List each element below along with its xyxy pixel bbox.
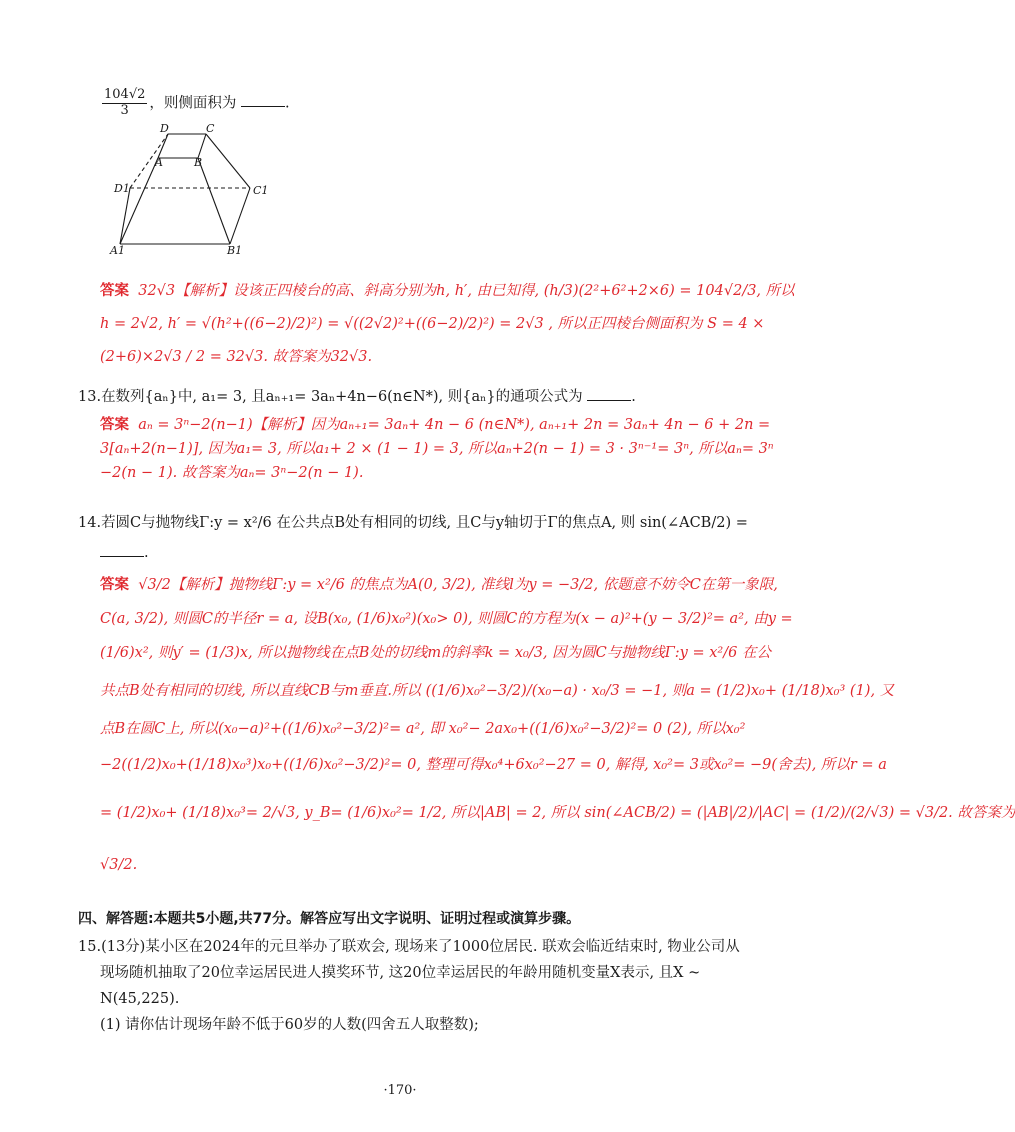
q14-blank: .	[100, 546, 149, 561]
q12-answer-line3: (2+6)×2√3 / 2 = 32√3. 故答案为32√3.	[100, 349, 373, 365]
frustum-figure	[100, 120, 290, 260]
q14-answer-line6: −2((1/2)x₀+(1/18)x₀³)x₀+((1/6)x₀²−3/2)²= 0, 整理可得x₀⁴+6x₀²−27 = 0, 解得, x₀²= 3或x₀²= −9(舍去), 所以r = a	[100, 757, 887, 773]
answer-blank	[100, 556, 144, 557]
label-D1: D1	[114, 182, 130, 195]
q13-answer-line1: 答案 aₙ = 3ⁿ−2(n−1)【解析】因为aₙ₊₁= 3aₙ+ 4n − 6 (n∈N*), aₙ₊₁+ 2n = 3aₙ+ 4n − 6 + 2n =	[100, 416, 771, 433]
q14-answer-line3: (1/6)x², 则y′ = (1/3)x, 所以抛物线在点B处的切线m的斜率k = x₀/3, 因为圆C与抛物线Γ:y = x²/6 在公	[100, 645, 771, 661]
label-A1: A1	[110, 244, 125, 257]
label-B: B	[194, 156, 203, 169]
q14-answer-line7: = (1/2)x₀+ (1/18)x₀³= 2/√3, y_B= (1/6)x₀²= 1/2, 所以|AB| = 2, 所以 sin(∠ACB/2) = (|AB|/2)/|AC| = (1/2)/(2/√3) = √3/2. 故答案为	[100, 805, 1015, 821]
top-line: $\frac{104√2}{3}$ ，则侧面积为 .	[104, 87, 290, 118]
q13-answer-line3: −2(n − 1). 故答案为aₙ= 3ⁿ−2(n − 1).	[100, 465, 364, 481]
q14-answer-line2: C(a, 3/2), 则圆C的半径r = a, 设B(x₀, (1/6)x₀²)(x₀> 0), 则圆C的方程为(x − a)²+(y − 3/2)²= a², 由y =	[100, 611, 793, 627]
q14-answer-line1: 答案 √3/2【解析】抛物线Γ:y = x²/6 的焦点为A(0, 3/2), 准线l为y = −3/2, 依题意不妨令C在第一象限,	[100, 576, 778, 593]
label-B1: B1	[227, 244, 243, 257]
q15-sub1: (1) 请你估计现场年龄不低于60岁的人数(四舍五人取整数);	[100, 1017, 479, 1033]
section-heading: 四、解答题:本题共5小题,共77分。解答应写出文字说明、证明过程或演算步骤。	[78, 911, 581, 927]
q12-answer-line1: 答案 32√3【解析】设该正四棱台的高、斜高分别为h, h′, 由已知得, (h/3)(2²+6²+2×6) = 104√2/3, 所以	[100, 282, 795, 299]
q14-answer-line4: 共点B处有相同的切线, 所以直线CB与m垂直.所以 ((1/6)x₀²−3/2)/(x₀−a) · x₀/3 = −1, 则a = (1/2)x₀+ (1/18)x₀³ (1), 又	[100, 683, 895, 699]
answer-blank	[241, 106, 285, 107]
q12-answer-line2: h = 2√2, h′ = √(h²+((6−2)/2)²) = √((2√2)²+((6−2)/2)²) = 2√3 , 所以正四棱台侧面积为 S = 4 ×	[100, 316, 765, 332]
q13-stem: 13.在数列{aₙ}中, a₁= 3, 且aₙ₊₁= 3aₙ+4n−6(n∈N*), 则{aₙ}的通项公式为 .	[78, 389, 636, 405]
page-number: ·170·	[383, 1083, 417, 1098]
q15-line1: 15.(13分)某小区在2024年的元旦举办了联欢会, 现场来了1000位居民. 联欢会临近结束时, 物业公司从	[78, 939, 740, 955]
q13-answer-line2: 3[aₙ+2(n−1)], 因为a₁= 3, 所以a₁+ 2 × (1 − 1) = 3, 所以aₙ+2(n − 1) = 3 · 3ⁿ⁻¹= 3ⁿ, 所以aₙ= 3ⁿ	[100, 441, 774, 457]
label-A: A	[155, 156, 163, 169]
fraction: $\frac{104√2}{3}$	[104, 87, 146, 118]
q15-line2: 现场随机抽取了20位幸运居民进人摸奖环节, 这20位幸运居民的年龄用随机变量X表示, 且X ~	[100, 965, 701, 981]
q14-answer-line5: 点B在圆C上, 所以(x₀−a)²+((1/6)x₀²−3/2)²= a², 即 x₀²− 2ax₀+((1/6)x₀²−3/2)²= 0 (2), 所以x₀²	[100, 721, 746, 737]
q15-line3: N(45,225).	[100, 991, 180, 1007]
q14-stem: 14.若圆C与抛物线Γ:y = x²/6 在公共点B处有相同的切线, 且C与y轴切于Γ的焦点A, 则 sin(∠ACB/2) =	[78, 515, 748, 531]
q14-answer-line8: √3/2.	[100, 857, 138, 873]
label-D: D	[160, 122, 169, 135]
label-C1: C1	[253, 184, 269, 197]
label-C: C	[206, 122, 215, 135]
answer-blank	[587, 400, 631, 401]
